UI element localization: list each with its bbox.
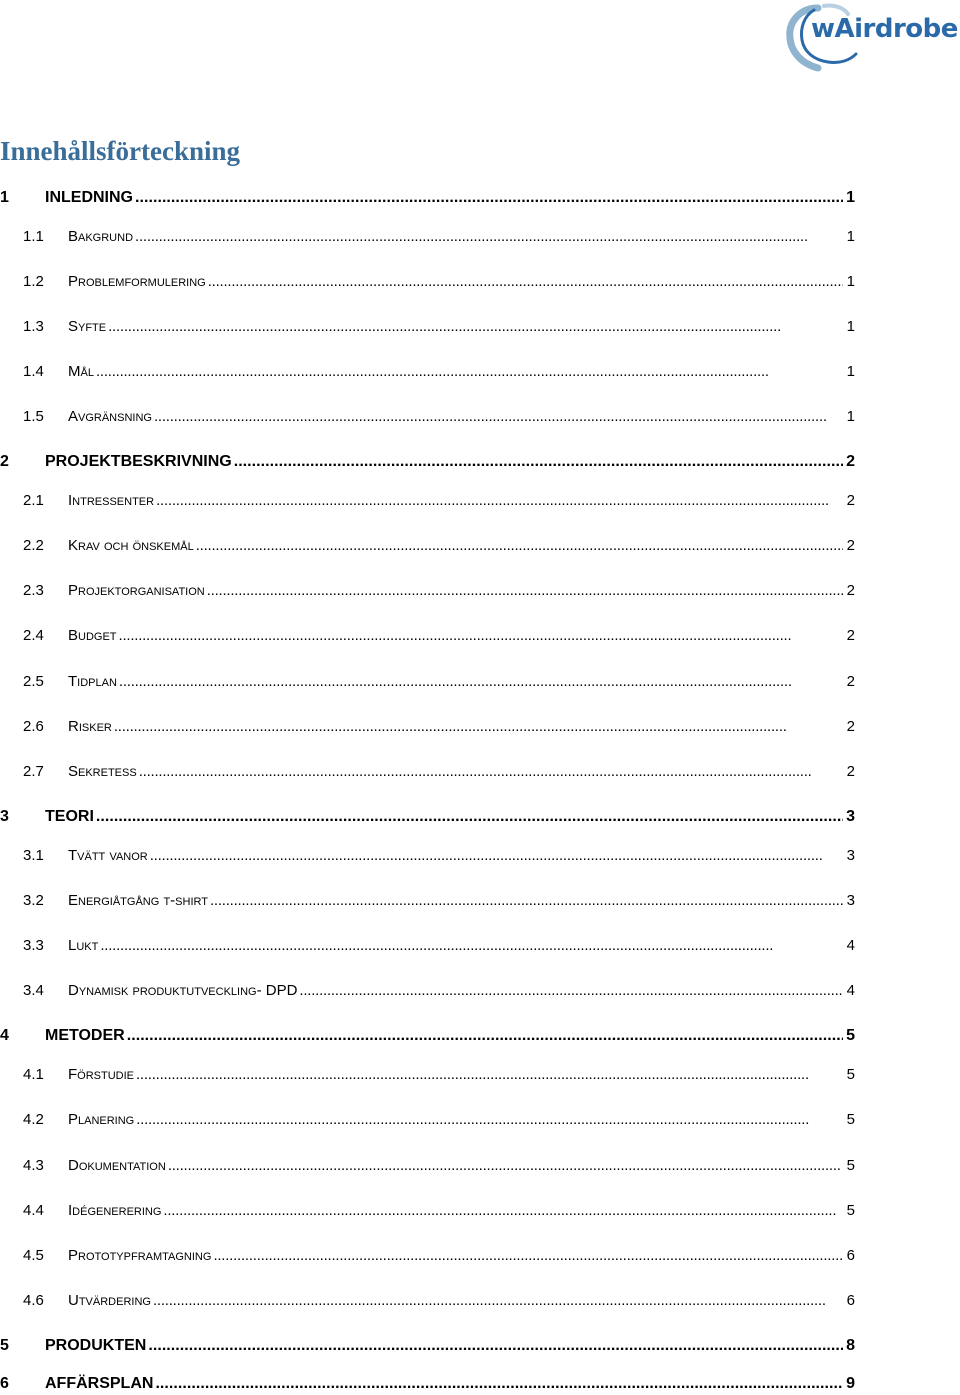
toc-entry-title: PRODUKTEN <box>45 1337 147 1354</box>
toc-entry-page: 6 <box>846 1292 855 1309</box>
toc-entry-title: Mål <box>68 363 94 380</box>
toc-entry[interactable] <box>23 845 855 867</box>
toc-entry-title: Prototypframtagning <box>68 1247 212 1264</box>
dot-leader <box>139 761 843 783</box>
toc-entry[interactable] <box>0 187 855 209</box>
toc-entry-page: 5 <box>846 1027 855 1044</box>
toc-entry-page: 3 <box>846 847 855 864</box>
toc-entry-page: 2 <box>846 627 855 644</box>
toc-entry-number: 6 <box>0 1375 9 1392</box>
dot-leader <box>208 271 843 293</box>
toc-entry[interactable] <box>23 1064 855 1086</box>
toc-entry-page: 1 <box>846 318 855 335</box>
toc-entry-number: 2 <box>0 453 9 470</box>
toc-entry-title: Problemformulering <box>68 273 206 290</box>
toc-entry-title: Idégenerering <box>68 1202 162 1219</box>
toc-entry[interactable] <box>23 1200 855 1222</box>
toc-entry-number: 3.1 <box>23 847 44 864</box>
toc-entry-title: Bakgrund <box>68 228 134 245</box>
dot-leader <box>163 1200 843 1222</box>
toc-entry-number: 5 <box>0 1337 9 1354</box>
toc-entry-number: 2.3 <box>23 582 44 599</box>
toc-entry-number: 2.7 <box>23 763 44 780</box>
toc-entry-number: 4.4 <box>23 1202 44 1219</box>
toc-entry-number: 2.5 <box>23 673 44 690</box>
toc-entry[interactable] <box>23 761 855 783</box>
toc-entry-number: 4.3 <box>23 1157 44 1174</box>
toc-entry-number: 3.2 <box>23 892 44 909</box>
toc-entry-page: 5 <box>846 1111 855 1128</box>
toc-entry-title: INLEDNING <box>45 189 133 206</box>
dot-leader <box>213 1245 843 1267</box>
dot-leader <box>153 1290 843 1312</box>
dot-leader <box>148 1335 843 1357</box>
toc-entry-page: 5 <box>846 1157 855 1174</box>
dot-leader <box>207 580 843 602</box>
toc-entry[interactable] <box>23 625 855 647</box>
dot-leader <box>299 980 843 1002</box>
toc-entry-title: METODER <box>45 1027 125 1044</box>
dot-leader <box>168 1155 843 1177</box>
toc-entry-page: 9 <box>846 1375 855 1392</box>
toc-entry-title: Avgränsning <box>68 408 152 425</box>
toc-entry-number: 3.3 <box>23 937 44 954</box>
toc-entry[interactable] <box>23 580 855 602</box>
toc-entry-page: 5 <box>846 1066 855 1083</box>
logo-text: wAirdrobe <box>811 14 958 44</box>
toc-entry[interactable] <box>23 890 855 912</box>
toc-entry-page: 2 <box>846 673 855 690</box>
toc-entry[interactable] <box>23 935 855 957</box>
toc-entry[interactable] <box>23 406 855 428</box>
dot-leader <box>136 1109 843 1131</box>
dot-leader <box>135 187 843 209</box>
dot-leader <box>108 316 843 338</box>
dot-leader <box>155 1373 843 1395</box>
toc-entry-page: 1 <box>846 408 855 425</box>
toc-entry-title: Planering <box>68 1111 135 1128</box>
toc-entry-number: 2.2 <box>23 537 44 554</box>
toc-entry-title: AFFÄRSPLAN <box>45 1375 154 1392</box>
toc-entry-number: 4.1 <box>23 1066 44 1083</box>
toc-entry-title: PROJEKTBESKRIVNING <box>45 453 232 470</box>
dot-leader <box>127 1025 843 1047</box>
toc-entry-page: 4 <box>846 937 855 954</box>
toc-entry-title: Risker <box>68 718 112 735</box>
dot-leader <box>96 806 843 828</box>
toc-entry-number: 1.4 <box>23 363 44 380</box>
toc-entry-page: 2 <box>846 492 855 509</box>
toc-entry[interactable] <box>23 1155 855 1177</box>
toc-entry[interactable] <box>23 226 855 248</box>
page-title: Innehållsförteckning <box>0 136 241 166</box>
dot-leader <box>96 361 843 383</box>
toc-entry-page: 8 <box>846 1337 855 1354</box>
toc-entry-page: 4 <box>846 982 855 999</box>
toc-entry-title: Dokumentation <box>68 1157 166 1174</box>
toc-entry-number: 1.3 <box>23 318 44 335</box>
toc-entry-title: Förstudie <box>68 1066 134 1083</box>
toc-entry-title: Budget <box>68 627 117 644</box>
toc-entry-title: Tvätt vanor <box>68 847 148 864</box>
dot-leader <box>196 535 843 557</box>
toc-entry-page: 1 <box>846 228 855 245</box>
toc-entry-number: 3 <box>0 808 9 825</box>
toc-entry-number: 1 <box>0 189 9 206</box>
toc-entry-number: 4.5 <box>23 1247 44 1264</box>
toc-entry[interactable] <box>0 1373 855 1395</box>
dot-leader <box>210 890 843 912</box>
toc-entry[interactable] <box>23 980 855 1002</box>
toc-entry[interactable] <box>23 1109 855 1131</box>
toc-entry-title: Tidplan <box>68 673 117 690</box>
dot-leader <box>234 451 843 473</box>
toc-entry-page: 2 <box>846 453 855 470</box>
toc-entry-number: 1.5 <box>23 408 44 425</box>
toc-entry[interactable] <box>23 361 855 383</box>
toc-entry-title: Lukt <box>68 937 99 954</box>
toc-entry-number: 2.1 <box>23 492 44 509</box>
toc-entry-page: 2 <box>846 763 855 780</box>
toc-entry-page: 1 <box>846 363 855 380</box>
toc-entry[interactable] <box>0 1335 855 1357</box>
dot-leader <box>150 845 843 867</box>
toc-entry-page: 1 <box>846 273 855 290</box>
toc-entry-page: 1 <box>846 189 855 206</box>
dot-leader <box>154 406 843 428</box>
toc-entry[interactable] <box>23 1290 855 1312</box>
toc-entry-page: 2 <box>846 582 855 599</box>
toc-entry-number: 4.2 <box>23 1111 44 1128</box>
toc-entry[interactable] <box>23 535 855 557</box>
toc-entry-title: Syfte <box>68 318 107 335</box>
toc-entry-number: 2.4 <box>23 627 44 644</box>
toc-entry[interactable] <box>23 271 855 293</box>
toc-entry-title: TEORI <box>45 808 94 825</box>
toc-entry[interactable] <box>0 451 855 473</box>
dot-leader <box>156 490 843 512</box>
toc-entry[interactable] <box>23 316 855 338</box>
dot-leader <box>114 716 843 738</box>
toc-entry-number: 1.2 <box>23 273 44 290</box>
toc-entry[interactable] <box>23 716 855 738</box>
toc-entry-page: 5 <box>846 1202 855 1219</box>
toc-entry-number: 3.4 <box>23 982 44 999</box>
toc-entry-page: 2 <box>846 718 855 735</box>
dot-leader <box>119 625 843 647</box>
toc-entry[interactable] <box>23 490 855 512</box>
toc-entry-page: 3 <box>846 892 855 909</box>
toc-entry-title: Projektorganisation <box>68 582 205 599</box>
toc-entry-number: 2.6 <box>23 718 44 735</box>
toc-entry-title: Krav och önskemål <box>68 537 194 554</box>
toc-entry-page: 2 <box>846 537 855 554</box>
toc-entry-page: 6 <box>846 1247 855 1264</box>
toc-entry[interactable] <box>0 1025 855 1047</box>
toc-entry-page: 3 <box>846 808 855 825</box>
toc-entry-number: 4 <box>0 1027 9 1044</box>
toc-entry-title: Utvärdering <box>68 1292 151 1309</box>
toc-entry[interactable] <box>23 1245 855 1267</box>
toc-entry[interactable] <box>0 806 855 828</box>
toc-entry-number: 4.6 <box>23 1292 44 1309</box>
toc-entry[interactable] <box>23 671 855 693</box>
dot-leader <box>119 671 843 693</box>
toc-entry-number: 1.1 <box>23 228 44 245</box>
toc-entry-title: Intressenter <box>68 492 155 509</box>
dot-leader <box>136 1064 843 1086</box>
toc-entry-title: Dynamisk produktutveckling- DPD <box>68 982 298 999</box>
toc-entry-title: Energiåtgång t-shirt <box>68 892 208 909</box>
dot-leader <box>100 935 843 957</box>
toc-entry-title: Sekretess <box>68 763 137 780</box>
dot-leader <box>135 226 843 248</box>
